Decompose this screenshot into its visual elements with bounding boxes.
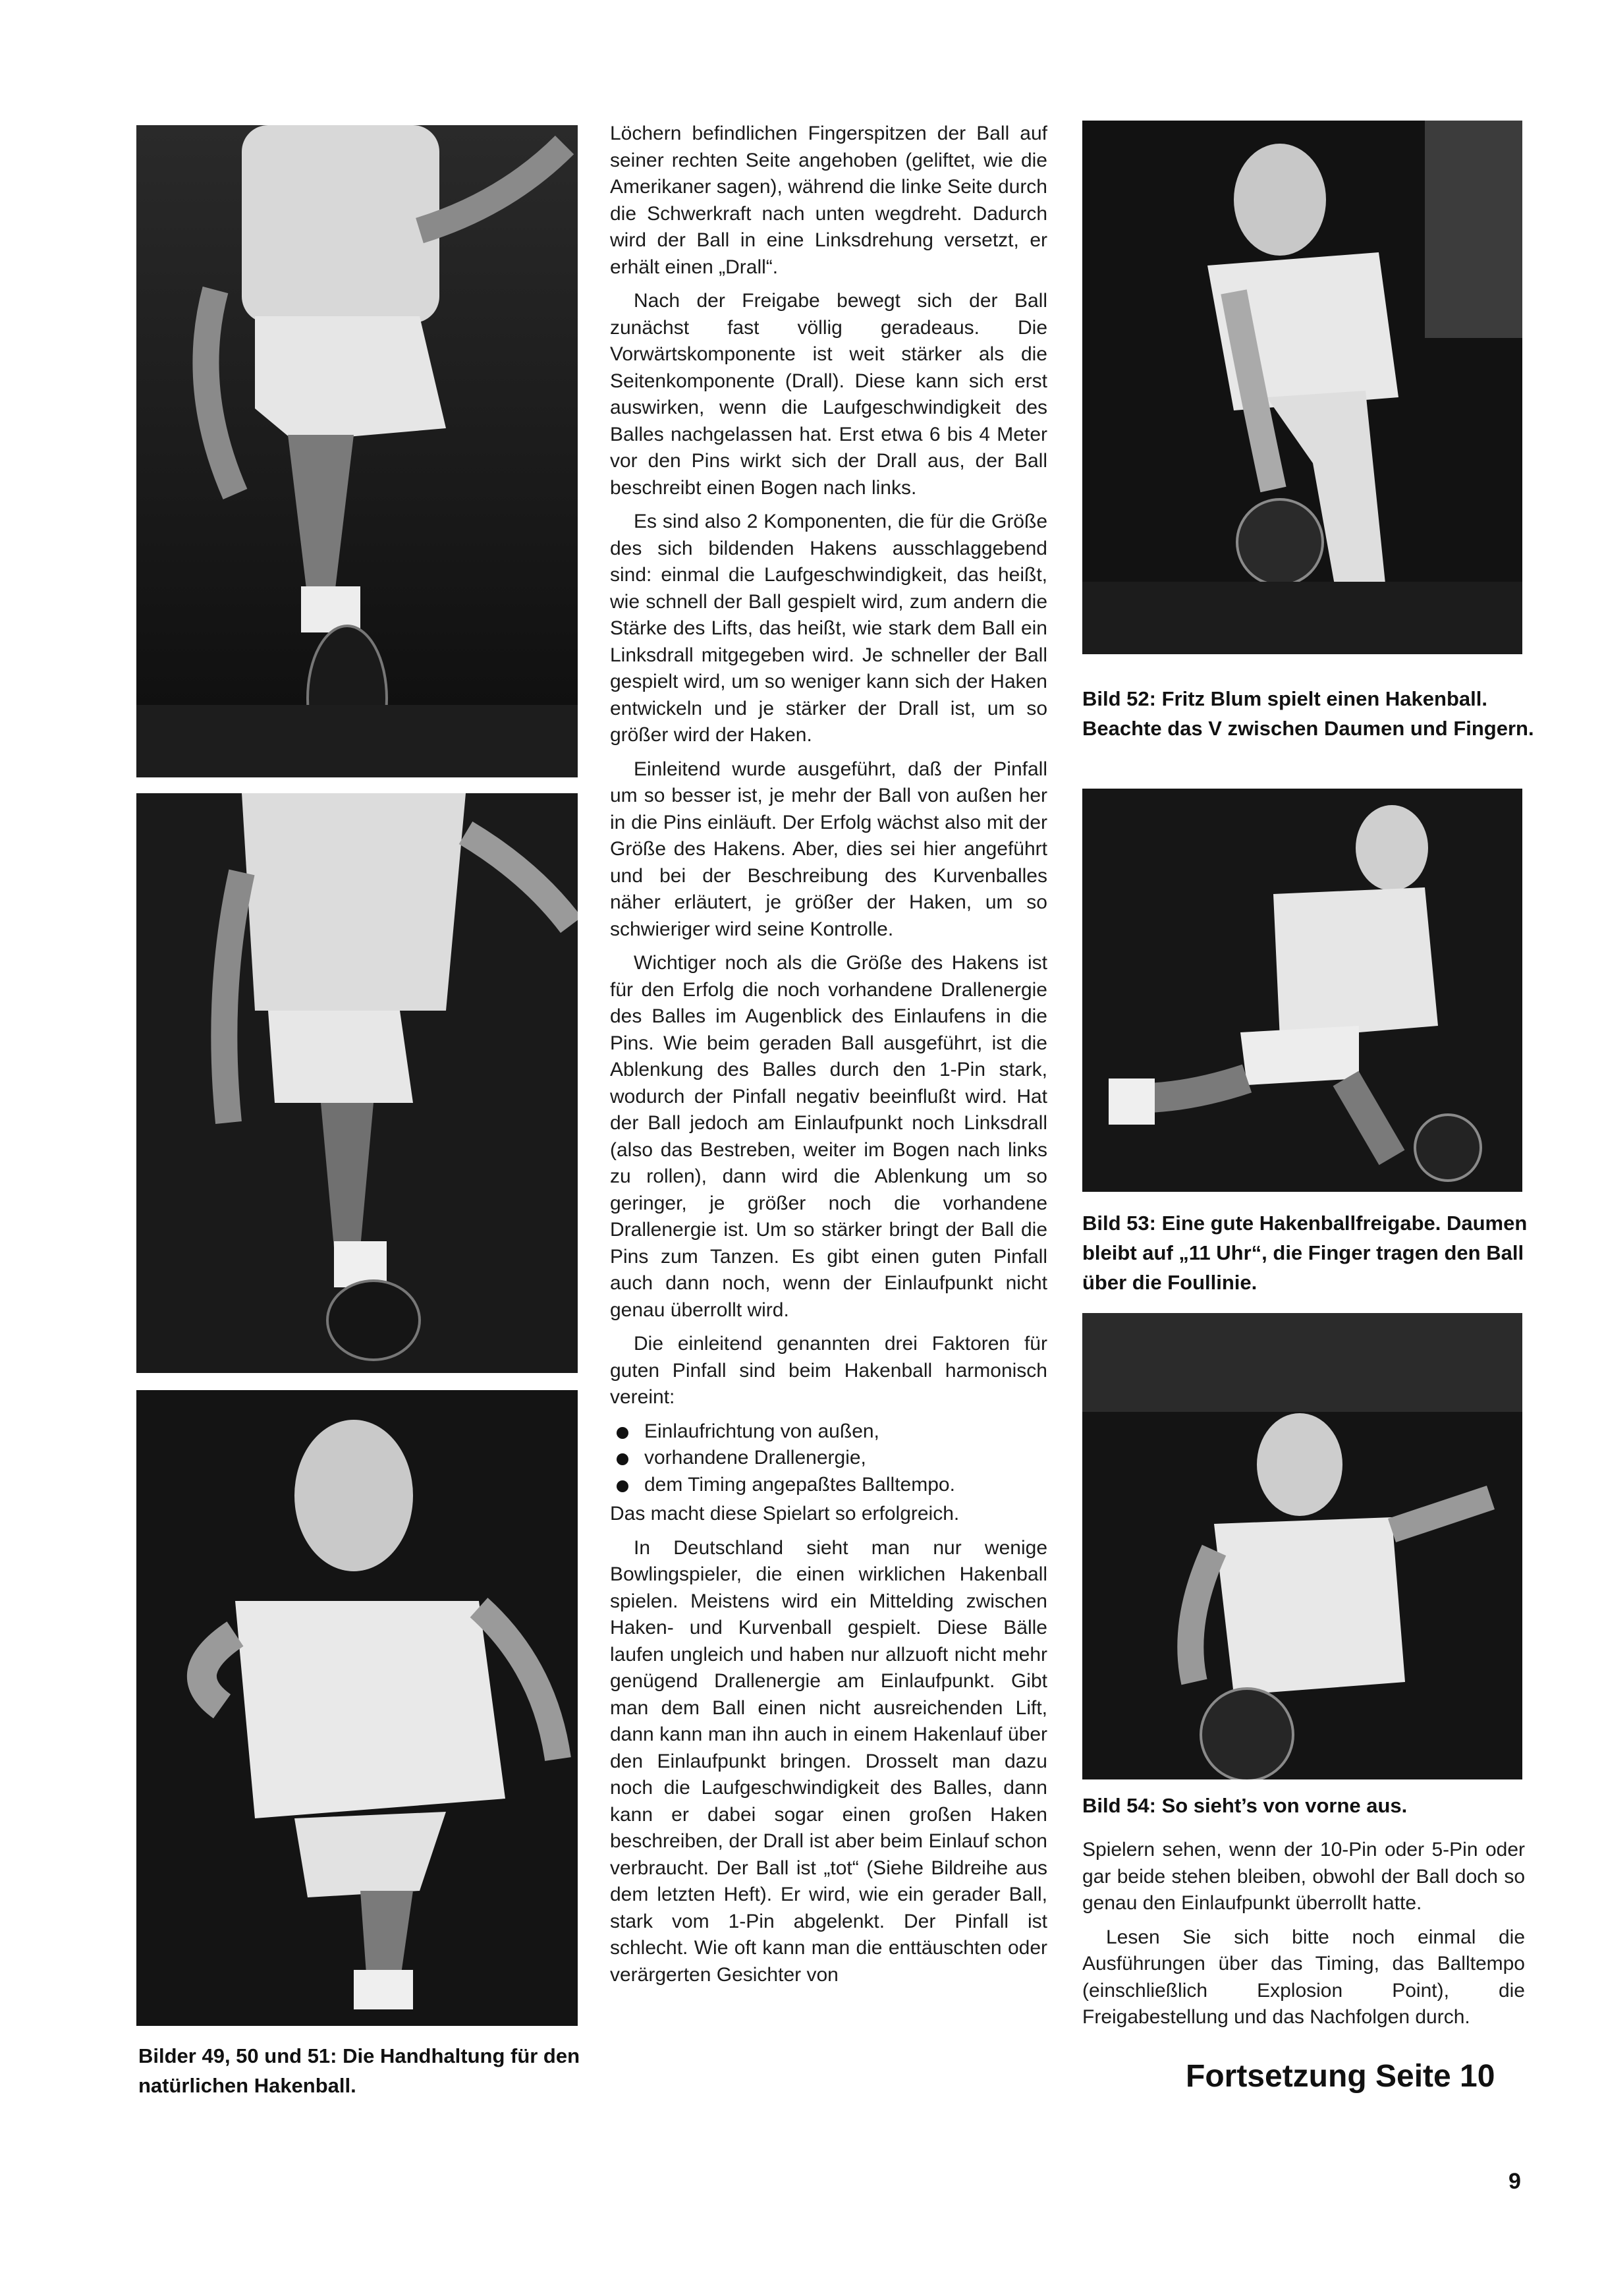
- paragraph-4: Einleitend wurde ausgeführt, daß der Pinfall um so besser ist, je mehr der Ball von außen her in die Pins einläuft. Der Erfolg wächst also mit der Größe des Hakens. Aber, dies sei hier angeführt und bei der Beschreibung des Kurvenballes näher erläutert, je größer der Haken, um so schwieriger wird seine Kontrolle.: [610, 758, 1047, 940]
- caption-bild-52: [1082, 684, 1537, 743]
- paragraph-7: Das macht diese Spielart so erfolgreich.: [610, 1503, 960, 1525]
- paragraph-5: Wichtiger noch als die Größe des Hakens ist für den Erfolg die noch vorhandene Drallenergie des Balles im Augenblick des Einlaufens in die Pins. Wie beim geraden Ball ausgeführt, ist die Ablenkung des Balles durch den 1-Pin stark, wodurch der Pinfall negativ beeinflußt wird. Hat der Ball jedoch am Einlaufpunkt noch Linksdrall (also das Bestreben, weiter im Bogen nach links zu rollen), dann wird die Ablenkung um so geringer, je größer noch die vorhandene Drallenergie ist. Um so stärker bringt der Ball die Pins zum Tanzen. Es gibt einen guten Pinfall auch dann noch, wenn der Einlaufpunkt nicht genau überrollt wird.: [610, 952, 1047, 1321]
- paragraph-6: Die einleitend genannten drei Faktoren für guten Pinfall sind beim Hakenball harmonisch vereint:: [610, 1333, 1047, 1408]
- factor-list: [610, 1418, 1047, 1499]
- caption-left-text: Bilder 49, 50 und 51: Die Handhaltung für den natürlichen Hakenball.: [138, 2044, 580, 2097]
- list-item: Einlaufrichtung von außen,: [610, 1418, 1047, 1445]
- right-text-column: [1082, 1837, 1525, 2038]
- caption-bild-54: [1082, 1791, 1537, 1820]
- photo-bild-53: [1082, 789, 1522, 1192]
- page-number: 9: [1508, 2169, 1521, 2194]
- caption-bild-54-text: Bild 54: So sieht’s von vorne aus.: [1082, 1794, 1408, 1817]
- photo-bild-53-image: [1082, 789, 1522, 1192]
- right-paragraph-2: Lesen Sie sich bitte noch einmal die Ausführungen über das Timing, das Balltempo (einschließlich Explosion Point), die Freigabestellung und das Nachfolgen durch.: [1082, 1926, 1525, 2028]
- caption-left-photos: [138, 2041, 586, 2100]
- right-paragraph-1: Spielern sehen, wenn der 10-Pin oder 5-Pin oder gar beide stehen bleiben, obwohl der Ball doch so genau den Einlaufpunkt überrollt hatte.: [1082, 1839, 1525, 1914]
- list-item: dem Timing angepaßtes Balltempo.: [610, 1472, 1047, 1499]
- paragraph-1: Löchern befindlichen Fingerspitzen der Ball auf seiner rechten Seite angehoben (geliftet, wie die Amerikaner sagen), während die linke Seite durch die Schwerkraft nach unten wegdreht. Dadurch wird der Ball in eine Linksdrehung versetzt, er erhält einen „Drall“.: [610, 123, 1047, 278]
- middle-text-column: [610, 121, 1047, 1996]
- paragraph-3: Es sind also 2 Komponenten, die für die Größe des sich bildenden Hakens ausschlaggebend sind: einmal die Laufgeschwindigkeit, das heißt, wie schnell der Ball gespielt wird, zum andern die Stärke des Lifts, das heißt, wie stark dem Ball ein Linksdrall mitgegeben wird. Je schneller der Ball gespielt wird, um so weniger kann sich der Haken entwickeln und je stärker der Drall ist, um so größer wird der Haken.: [610, 511, 1047, 746]
- photo-bild-49: [136, 125, 578, 777]
- photo-bild-52: [1082, 121, 1522, 654]
- paragraph-2: Nach der Freigabe bewegt sich der Ball zunächst fast völlig geradeaus. Die Vorwärtskomponente ist weit stärker als die Seitenkomponente (Drall). Diese kann sich erst auswirken, wenn die Laufgeschwindigkeit des Balles nachgelassen hat. Erst etwa 6 bis 4 Meter vor den Pins wirkt sich der Drall aus, der Ball beschreibt einen Bogen nach links.: [610, 290, 1047, 499]
- photo-bild-52-image: [1082, 121, 1522, 654]
- caption-bild-53-text: Bild 53: Eine gute Hakenballfreigabe. Daumen bleibt auf „11 Uhr“, die Finger tragen den Ball über die Foullinie.: [1082, 1212, 1528, 1294]
- photo-bild-54: [1082, 1313, 1522, 1779]
- photo-bild-51-image: [136, 1390, 578, 2026]
- caption-bild-52-text: Bild 52: Fritz Blum spielt einen Hakenball. Beachte das V zwischen Daumen und Fingern.: [1082, 687, 1534, 740]
- photo-bild-51: [136, 1390, 578, 2026]
- photo-bild-49-image: [136, 125, 578, 777]
- photo-bild-50-image: [136, 793, 578, 1373]
- caption-bild-53: [1082, 1208, 1537, 1297]
- photo-bild-50: [136, 793, 578, 1373]
- continuation-note: Fortsetzung Seite 10: [1186, 2059, 1495, 2094]
- paragraph-8: In Deutschland sieht man nur wenige Bowlingspieler, die einen wirklichen Hakenball spielen. Meistens wird ein Mittelding zwischen Haken- und Kurvenball gespielt. Diese Bälle laufen ungleich und haben nur allzuoft nicht mehr genügend Drallenergie am Einlaufpunkt. Gibt man dem Ball einen nicht ausreichenden Lift, dann kann man ihn auch in einem Hakenlauf über den Einlaufpunkt bringen. Drosselt man dazu noch die Laufgeschwindigkeit des Balles, dann kann er dabei sogar einen großen Haken beschreiben, der Drall ist aber beim Einlauf schon verbraucht. Der Ball ist „tot“ (Siehe Bildreihe aus dem letzten Heft). Er wird, wie ein gerader Ball, stark vom 1-Pin abgelenkt. Der Pinfall ist schlecht. Wie oft kann man die enttäuschten oder verärgerten Gesichter von: [610, 1536, 1047, 1986]
- list-item: vorhandene Drallenergie,: [610, 1445, 1047, 1472]
- photo-bild-54-image: [1082, 1313, 1522, 1779]
